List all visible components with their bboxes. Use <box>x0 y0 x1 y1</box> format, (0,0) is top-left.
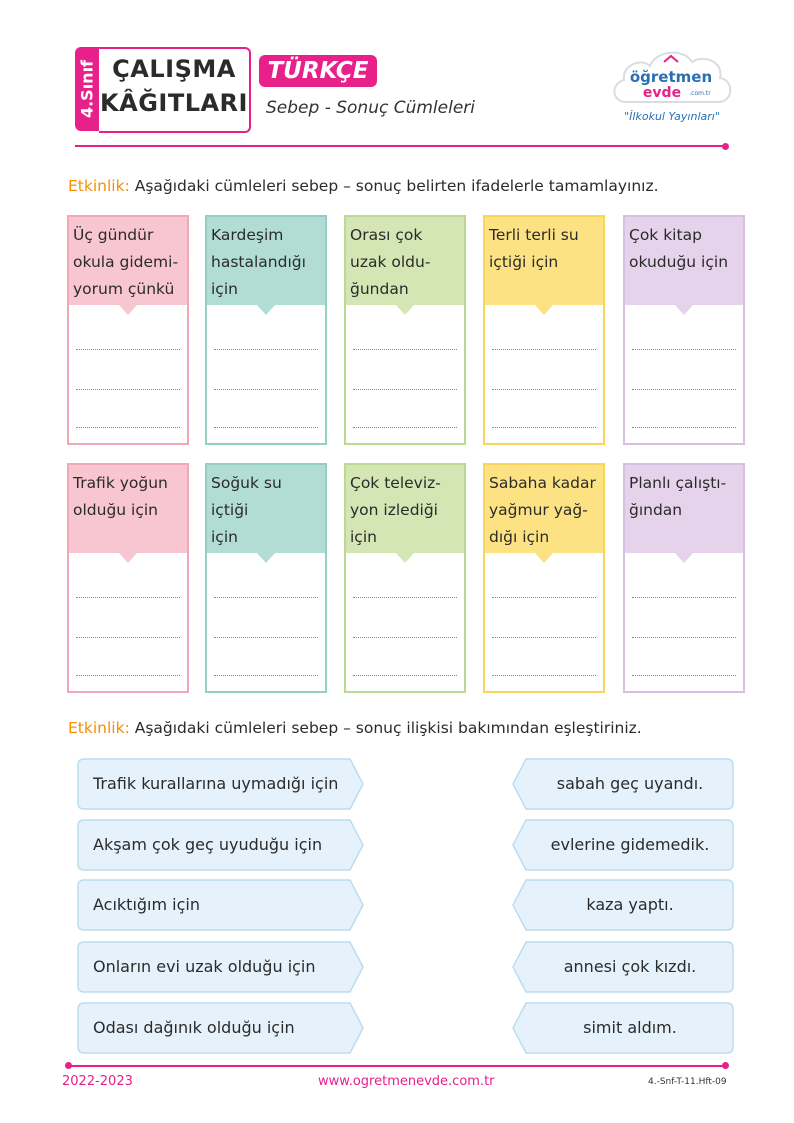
cause-card-header <box>207 217 325 305</box>
cause-card-text: Orası çok uzak oldu- ğundan <box>350 226 431 298</box>
answer-line[interactable] <box>492 427 596 428</box>
footer-year: 2022-2023 <box>62 1074 133 1089</box>
match-cause-text: Acıktığım için <box>93 895 200 914</box>
cause-card <box>623 215 745 445</box>
match-cause-text: Onların evi uzak olduğu için <box>93 957 316 976</box>
cause-card-text: Çok televiz- yon izlediği için <box>350 474 441 546</box>
card-pointer <box>257 305 275 315</box>
subject-badge <box>259 55 377 87</box>
answer-line[interactable] <box>214 427 318 428</box>
answer-line[interactable] <box>632 349 736 350</box>
cause-card <box>205 463 327 693</box>
match-cause-item[interactable] <box>77 819 364 871</box>
card-pointer <box>535 305 553 315</box>
cause-card-text: Sabaha kadar yağmur yağ- dığı için <box>489 474 596 546</box>
cause-card-text: Soğuk su içtiği için <box>211 474 282 546</box>
match-cause-text: Trafik kurallarına uymadığı için <box>93 774 339 793</box>
match-effect-item[interactable] <box>512 879 734 931</box>
activity-2-instruction <box>68 719 642 737</box>
title-line-1: ÇALIŞMA <box>112 55 236 83</box>
footer-divider-dot-left <box>65 1062 72 1069</box>
match-cause-item[interactable] <box>77 758 364 810</box>
logo-line-2: evde <box>642 85 682 101</box>
answer-line[interactable] <box>76 637 180 638</box>
answer-line[interactable] <box>632 389 736 390</box>
answer-line[interactable] <box>353 597 457 598</box>
footer-website[interactable]: www.ogretmenevde.com.tr <box>318 1074 495 1089</box>
cause-card-text: Çok kitap okuduğu için <box>629 226 729 271</box>
answer-line[interactable] <box>632 597 736 598</box>
cause-card <box>623 463 745 693</box>
cause-card <box>344 215 466 445</box>
match-cause-item[interactable] <box>77 941 364 993</box>
answer-line[interactable] <box>353 675 457 676</box>
cloud-icon <box>604 40 739 132</box>
activity-1-instruction <box>68 177 659 195</box>
card-pointer <box>396 305 414 315</box>
answer-line[interactable] <box>492 389 596 390</box>
answer-line[interactable] <box>214 597 318 598</box>
card-pointer <box>396 553 414 563</box>
publisher-logo <box>604 40 739 132</box>
card-pointer <box>119 553 137 563</box>
card-pointer <box>257 553 275 563</box>
cause-card <box>67 463 189 693</box>
cause-card <box>67 215 189 445</box>
grade-tab <box>75 47 99 131</box>
cause-card <box>483 463 605 693</box>
cause-card-header <box>69 465 187 553</box>
cause-card-text: Kardeşim hastalandığı için <box>211 226 306 298</box>
title-box <box>99 47 251 133</box>
match-effect-text: kaza yaptı. <box>586 895 674 914</box>
answer-line[interactable] <box>492 349 596 350</box>
answer-line[interactable] <box>76 427 180 428</box>
answer-line[interactable] <box>214 637 318 638</box>
activity-2-label: Etkinlik: <box>68 719 130 737</box>
answer-line[interactable] <box>632 427 736 428</box>
activity-1-text: Aşağıdaki cümleleri sebep – sonuç belirten ifadelerle tamamlayınız. <box>134 177 659 195</box>
cause-card-header <box>485 465 603 553</box>
cause-card-text: Planlı çalıştı- ğından <box>629 474 727 519</box>
cause-card-header <box>207 465 325 553</box>
cause-card-header <box>625 465 743 553</box>
card-pointer <box>119 305 137 315</box>
activity-2-text: Aşağıdaki cümleleri sebep – sonuç ilişkisi bakımından eşleştiriniz. <box>134 719 642 737</box>
activity-1-label: Etkinlik: <box>68 177 130 195</box>
cause-card <box>344 463 466 693</box>
cause-card-header <box>346 465 464 553</box>
answer-line[interactable] <box>76 389 180 390</box>
cause-card-header <box>346 217 464 305</box>
match-effect-item[interactable] <box>512 1002 734 1054</box>
topic-title: Sebep - Sonuç Cümleleri <box>266 98 476 118</box>
cause-card-header <box>485 217 603 305</box>
match-effect-text: annesi çok kızdı. <box>563 957 697 976</box>
answer-line[interactable] <box>214 389 318 390</box>
answer-line[interactable] <box>353 349 457 350</box>
logo-line-1: öğretmen <box>629 68 713 86</box>
match-effect-item[interactable] <box>512 819 734 871</box>
answer-line[interactable] <box>492 637 596 638</box>
footer-code: 4.-Snf-T-11.Hft-09 <box>648 1077 727 1087</box>
answer-line[interactable] <box>353 637 457 638</box>
cause-card-header <box>69 217 187 305</box>
cause-card-text: Trafik yoğun olduğu için <box>73 474 168 519</box>
answer-line[interactable] <box>76 349 180 350</box>
footer-divider-dot-right <box>722 1062 729 1069</box>
match-effect-text: sabah geç uyandı. <box>556 774 704 793</box>
match-effect-text: evlerine gidemedik. <box>550 835 710 854</box>
cause-card-text: Üç gündür okula gidemi- yorum çünkü <box>73 226 179 298</box>
logo-domain: .com.tr <box>689 90 711 97</box>
cause-card-header <box>625 217 743 305</box>
answer-line[interactable] <box>214 349 318 350</box>
match-cause-item[interactable] <box>77 879 364 931</box>
answer-line[interactable] <box>492 597 596 598</box>
answer-line[interactable] <box>632 637 736 638</box>
subject-label: TÜRKÇE <box>267 58 369 84</box>
title-line-2: KÂĞITLARI <box>100 89 248 117</box>
answer-line[interactable] <box>353 427 457 428</box>
header-divider-dot <box>722 143 729 150</box>
match-effect-item[interactable] <box>512 758 734 810</box>
match-effect-text: simit aldım. <box>583 1018 677 1037</box>
match-cause-text: Akşam çok geç uyuduğu için <box>93 835 323 854</box>
card-pointer <box>535 553 553 563</box>
answer-line[interactable] <box>76 675 180 676</box>
match-cause-text: Odası dağınık olduğu için <box>93 1018 295 1037</box>
header-divider <box>75 145 725 147</box>
answer-line[interactable] <box>492 675 596 676</box>
match-cause-item[interactable] <box>77 1002 364 1054</box>
grade-label: 4.Sınıf <box>77 59 97 119</box>
match-effect-item[interactable] <box>512 941 734 993</box>
card-pointer <box>675 305 693 315</box>
cause-card-text: Terli terli su içtiği için <box>489 226 579 271</box>
card-pointer <box>675 553 693 563</box>
answer-line[interactable] <box>353 389 457 390</box>
answer-line[interactable] <box>632 675 736 676</box>
answer-line[interactable] <box>214 675 318 676</box>
cause-card <box>205 215 327 445</box>
logo-tagline: "İlkokul Yayınları" <box>624 110 720 123</box>
footer-divider <box>68 1065 728 1067</box>
cause-card <box>483 215 605 445</box>
answer-line[interactable] <box>76 597 180 598</box>
